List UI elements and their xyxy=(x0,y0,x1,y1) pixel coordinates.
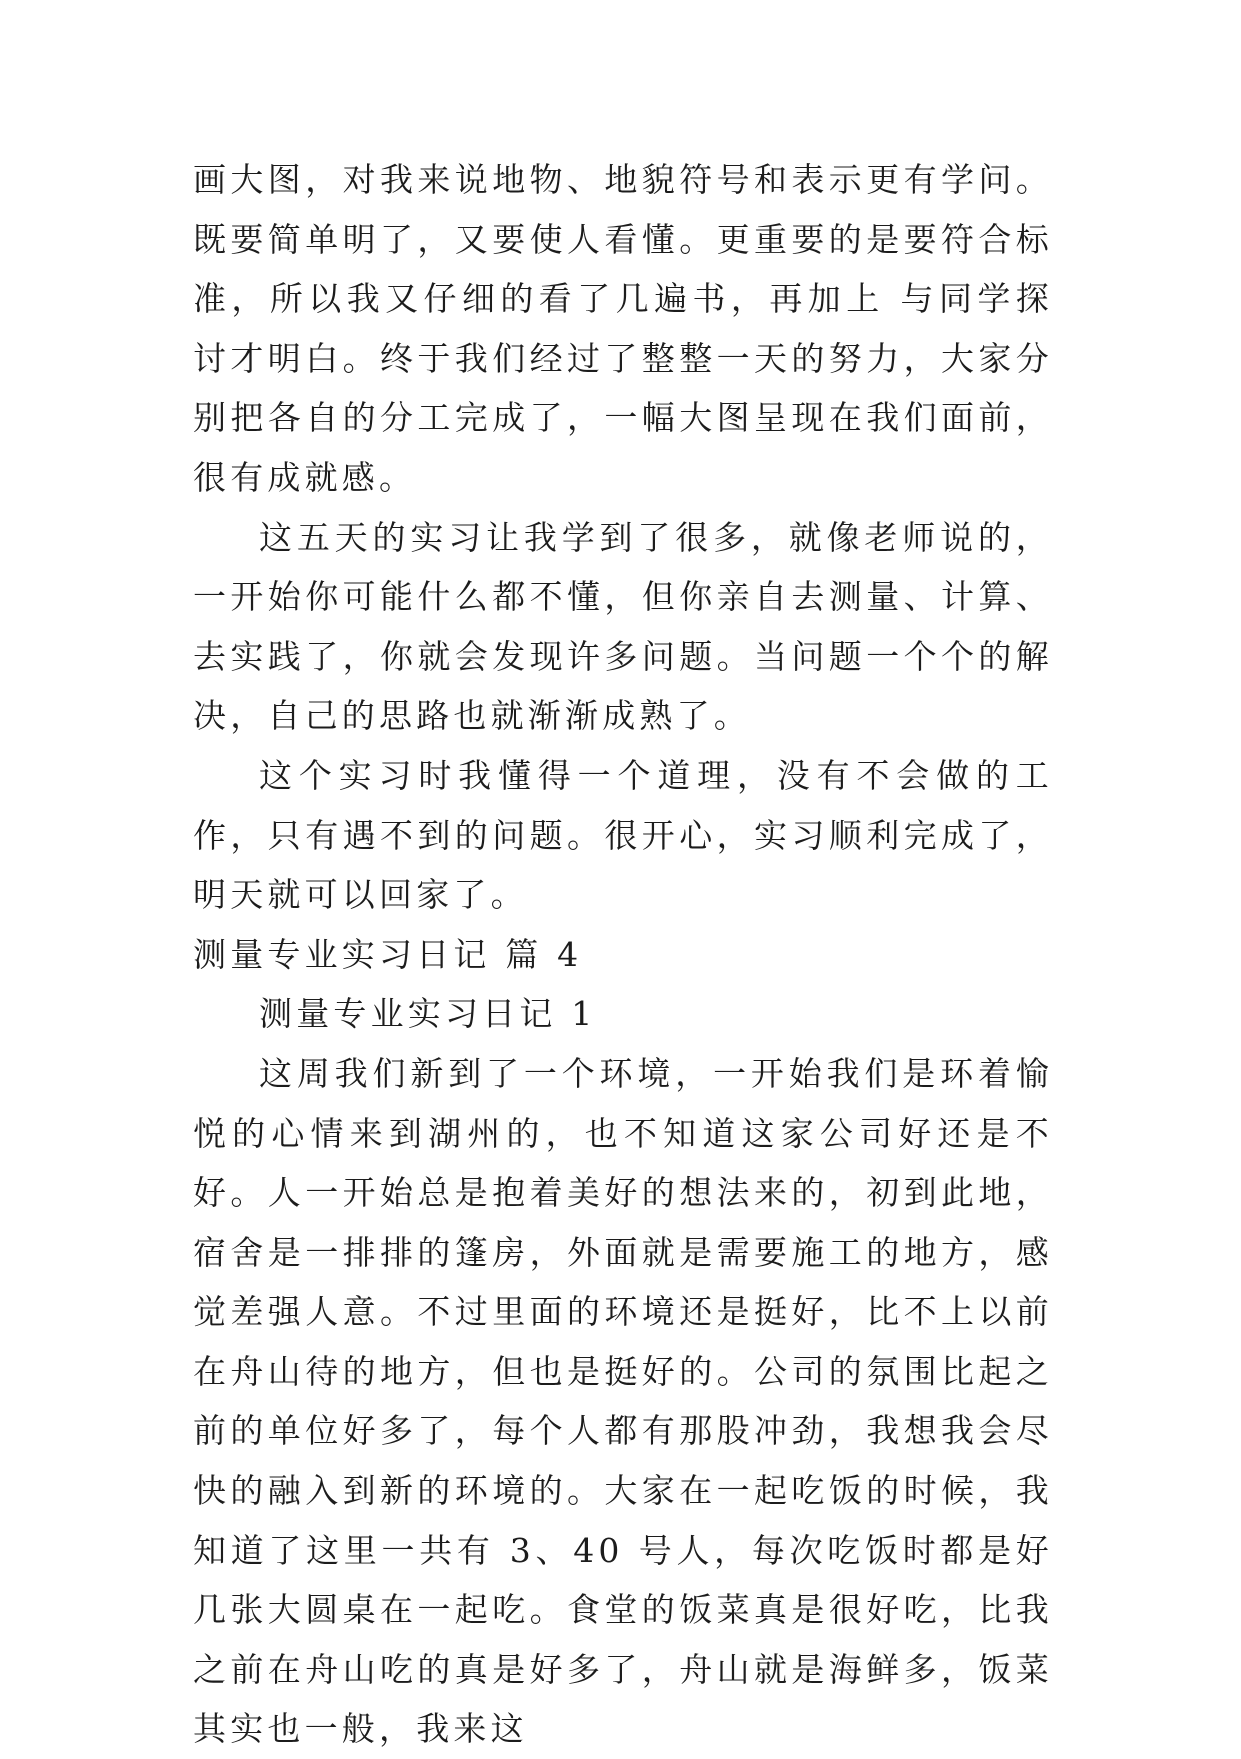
paragraph-lesson-learned: 这个实习时我懂得一个道理，没有不会做的工作，只有遇不到的问题。很开心，实习顺利完成了，明天就可以回家了。 xyxy=(193,755,1053,915)
paragraph-new-environment: 这周我们新到了一个环境，一开始我们是环着愉悦的心情来到湖州的，也不知道这家公司好还是不好。人一开始总是抱着美好的想法来的，初到此地，宿舍是一排排的篷房，外面就是需要施工的地方，感觉差强人意。不过里面的环境还是挺好，比不上以前在舟山待的地方，但也是挺好的。公司的氛围比起之前的单位好多了，每个人都有那股冲劲，我想我会尽快的融入到新的环境的。大家在一起吃饭的时候，我知道了这里一共有 3、40 号人，每次吃饭时都是好几张大圆桌在一起吃。食堂的饭菜真是很好吃，比我之前在舟山吃的真是好多了，舟山就是海鲜多，饭菜其实也一般，我来这 xyxy=(193,1053,1053,1749)
section-heading: 测量专业实习日记 篇 4 xyxy=(193,934,583,974)
diary-entry-title: 测量专业实习日记 1 xyxy=(259,994,597,1034)
paragraph-five-days: 这五天的实习让我学到了很多，就像老师说的，一开始你可能什么都不懂，但你亲自去测量、计算、去实践了，你就会发现许多问题。当问题一个个的解决，自己的思路也就渐渐成熟了。 xyxy=(193,517,1053,736)
paragraph-drawing-map: 画大图，对我来说地物、地貌符号和表示更有学问。既要简单明了，又要使人看懂。更重要的是要符合标准，所以我又仔细的看了几遍书，再加上 与同学探讨才明白。终于我们经过了整整一天的努力，大家分别把各自的分工完成了，一幅大图呈现在我们面前，很有成就感。 xyxy=(193,160,1053,497)
document-page xyxy=(193,150,1053,1759)
